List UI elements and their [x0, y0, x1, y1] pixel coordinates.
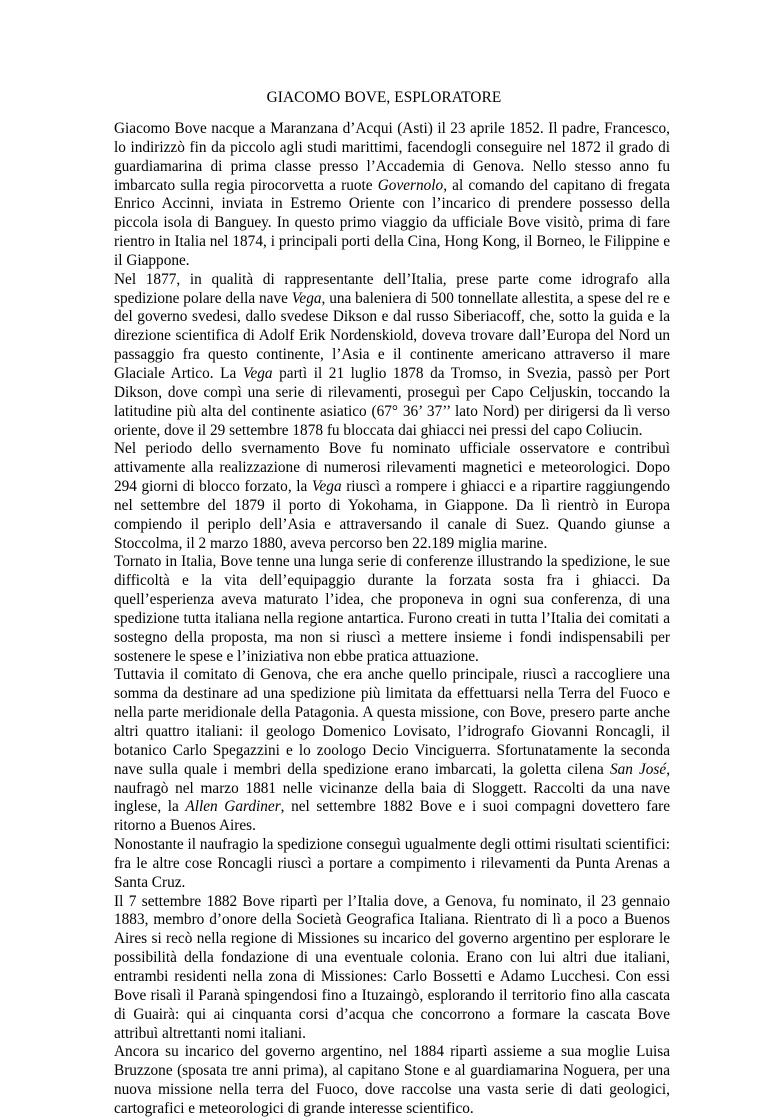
text-run: partì il 21 luglio 1878 da Tromso, in Svezia, passò per Port Dikson, dove compì una serie di rilevamenti, proseguì per Capo Celjuskin, toccando la latitudine più alta del continente asiatico (67° 36’ 37’’ lato Nord) per dirigersi da lì verso oriente, dove il 29 settembre 1878 fu bloccata dai ghiacci nei pressi del capo Coliucin.: [114, 364, 670, 439]
text-run: , naufragò nel marzo 1881 nelle vicinanze della baia di Sloggett. Raccolti da una nave inglese, la: [114, 760, 671, 816]
italic-text: Governolo: [377, 176, 444, 194]
document-body: [114, 120, 670, 1119]
text-run: Giacomo Bove nacque a Maranzana d’Acqui (Asti) il 23 aprile 1852. Il padre, Francesco, lo indirizzò fin da piccolo agli studi marittimi, facendogli conseguire nel 1872 il grado di guardiamarina di prima classe presso l’Accademia di Genova. Nello stesso anno fu imbarcato sulla regia pirocorvetta a ruote: [114, 120, 670, 194]
document-title: GIACOMO BOVE, ESPLORATORE: [266, 89, 502, 106]
text-run: Nel periodo dello svernamento Bove fu nominato ufficiale osservatore e contribuì attivamente alla realizzazione di numerosi rilevamenti magnetici e meteorologici. Dopo 294 giorni di blocco forzato, la: [114, 440, 670, 496]
text-run: Il 7 settembre 1882 Bove ripartì per l’Italia dove, a Genova, fu nominato, il 23 gennaio 1883, membro d’onore della Società Geografica Italiana. Rientrato di lì a poco a Buenos Aires si recò nella regione di Missiones su incarico del governo argentino per esplorare le possibilità della fondazione di una eventuale colonia. Erano con lui altri due italiani, entrambi residenti nella zona di Missiones: Carlo Bossetti e Adamo Lucchesi. Con essi Bove risalì il Paranà spingendosi fino a Ituzaingò, esplorando il territorio fino alla cascata di Guairà: qui ai cinquanta corsi d’acqua che concorrono a formare la cascata Bove attribuì altrettanti nomi italiani.: [114, 892, 670, 1042]
italic-text: Allen Gardiner: [185, 798, 281, 816]
text-run: , al comando del capitano di fregata Enrico Accinni, inviata in Estremo Oriente con l’incarico di prendere possesso della piccola isola di Banguey. In questo primo viaggio da ufficiale Bove visitò, prima di fare rientro in Italia nel 1874, i principali porti della Cina, Hong Kong, il Borneo, le Filippine e il Giappone.: [114, 176, 670, 269]
text-run: Tuttavia il comitato di Genova, che era anche quello principale, riuscì a raccogliere una somma da destinare ad una spedizione più limitata da effettuarsi nella Terra del Fuoco e nella parte meridionale della Patagonia. A questa missione, con Bove, presero parte anche altri quattro italiani: il geologo Domenico Lovisato, l’idrografo Giovanni Roncagli, il botanico Carlo Spegazzini e lo zoologo Decio Vinciguerra. Sfortunatamente la seconda nave sulla quale i membri della spedizione erano imbarcati, la goletta cilena: [114, 666, 670, 778]
text-run: , nel settembre 1882 Bove e i suoi compagni dovettero fare ritorno a Buenos Aires.: [114, 798, 670, 835]
paragraph: [114, 836, 670, 893]
paragraph: [114, 271, 670, 441]
italic-text: San José: [609, 760, 667, 778]
paragraph: [114, 120, 670, 271]
italic-text: Vega: [311, 478, 342, 496]
text-run: Ancora su incarico del governo argentino, nel 1884 ripartì assieme a sua moglie Luisa Bruzzone (sposata tre anni prima), al capitano Stone e al guardiamarina Noguera, per una nuova missione nella terra del Fuoco, dove raccolse una vasta serie di dati geologici, cartografici e meteorologici di grande interesse scientifico.: [114, 1043, 670, 1117]
text-run: riuscì a rompere i ghiacci e a ripartire raggiungendo nel settembre del 1879 il porto di Yokohama, in Giappone. Da lì rientrò in Europa compiendo il periplo dell’Asia e attraversando il canale di Suez. Quando giunse a Stoccolma, il 2 marzo 1880, aveva percorso ben 22.189 miglia marine.: [114, 478, 670, 552]
italic-text: Vega: [242, 364, 273, 382]
text-run: Nonostante il naufragio la spedizione conseguì ugualmente degli ottimi risultati scientifici: fra le altre cose Roncagli riuscì a portare a compimento i rilevamenti da Punta Arenas a Santa Cruz.: [114, 836, 670, 891]
paragraph: [114, 893, 670, 1044]
paragraph: [114, 553, 670, 666]
text-run: Tornato in Italia, Bove tenne una lunga serie di conferenze illustrando la spedizione, le sue difficoltà e la vita dell’equipaggio durante la forzata sosta fra i ghiacci. Da quell’esperienza aveva maturato l’idea, che proponeva in ogni sua conferenza, di una spedizione tutta italiana nella regione antartica. Furono creati in tutta l’Italia dei comitati a sostegno della proposta, ma non si riuscì a mettere insieme i fondi indispensabili per sostenere le spese e l’iniziativa non ebbe pratica attuazione.: [114, 553, 670, 665]
text-run: Nel 1877, in qualità di rappresentante dell’Italia, prese parte come idrografo alla spedizione polare della nave: [114, 270, 670, 307]
italic-text: Vega: [291, 289, 322, 307]
paragraph: [114, 666, 670, 836]
paragraph: [114, 440, 670, 553]
text-run: , una baleniera di 500 tonnellate allestita, a spese del re e del governo svedesi, dallo svedese Dikson e dal russo Siberiacoff, che, sotto la guida e la direzione scientifica di Adolf Erik Nordenskiold, doveva trovare dall’Europa del Nord un passaggio fra questo continente, l’Asia e il continente americano attraverso il mare Glaciale Artico. La: [114, 289, 670, 382]
paragraph: [114, 1043, 670, 1118]
